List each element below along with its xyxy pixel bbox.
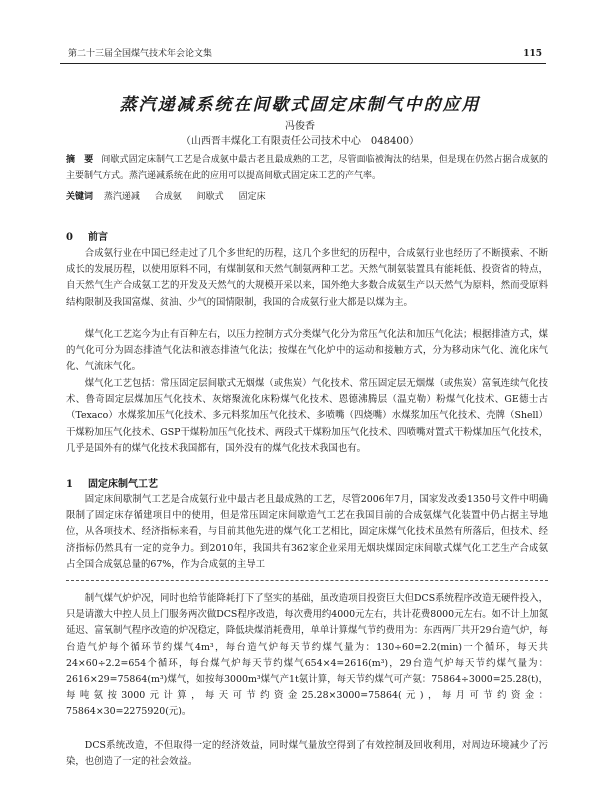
body-paragraph: 煤气化工艺迄今为止有百种左右，以压力控制方式分类煤气化分为常压气化法和加压气化法；根据排渣方式，煤的气化可分为固态排渣气化法和液态排渣气化法；按煤在气化炉中的运动和接触方式，分为移动床气化、流化床气化、气流床气化。: [66, 329, 548, 373]
keywords: [66, 189, 548, 205]
body-paragraph: 固定床间歇制气工艺是合成氨行业中最古老且最成熟的工艺，尽管2006年7月，国家发改委1350号文件中明确限制了固定床存循建项目中的使用，但是常压固定床间歇造气工艺在我国目前的合成氨煤气化装置中仍占据主导地位，从各项技术、经济指标来看，与目前其他先进的煤气化工艺相比，固定床煤气化技术虽然有所落后，但技术、经济指标仍然具有一定的竞争力。到2010年，我国共有362家企业采用无烟块煤固定床间歇式煤气化工艺生产合成氨占全国合成氨总量的67%，作为合成氨的主导工: [66, 494, 548, 570]
section-title: 前言: [88, 232, 108, 243]
keyword: 间歇式: [196, 192, 224, 202]
keyword: 合成氨: [154, 192, 182, 202]
keyword: 固定床: [238, 192, 266, 202]
abstract-label: 摘 要: [66, 155, 94, 165]
body-paragraph: 煤气化工艺包括：常压固定层间歇式无烟煤（或焦炭）气化技术、常压固定层无烟煤（或焦炭）富氧连续气化技术、鲁奇固定层煤加压气化技术、灰熔聚流化床粉煤气化技术、恩德沸腾层（温克勒）粉煤气化技术、GE德士古（Texaco）水煤浆加压气化技术、多元料浆加压气化技术、多喷嘴（四烧嘴）水煤浆加压气化技术、壳牌（Shell）干煤粉加压气化技术、GSP干煤粉加压气化技术、两段式干煤粉加压气化技术、四喷嘴对置式干粉煤加压气化技术，几乎是国外有的煤气化技术我国都有，国外没有的煤气化技术我国也有。: [66, 378, 548, 454]
section-heading-preface: [66, 228, 108, 243]
body-paragraph: 合成氨行业在中国已经走过了几个多世纪的历程，这几个多世纪的历程中，合成氨行业也经历了不断摸索、不断成长的发展历程，以使用原料不同，有煤制氨和天然气制氨两种工艺。天然气制氨装置具有能耗低、投资省的特点，自天然气生产合成氨工艺的开发及天然气的大规模开采以来，国外绝大多数合成氨生产以天然气为原料，然而受原料结构限制及我国富煤、贫油、少气的国情限制，我国的合成氨行业大都是以煤为主。: [66, 248, 548, 308]
header-rule: [60, 63, 546, 64]
page-number: 115: [523, 49, 542, 59]
page-fold-divider: [66, 580, 548, 581]
abstract-text: 间歇式固定床制气工艺是合成氨中最古老且最成熟的工艺，尽管面临被淘汰的结果，但是现在仍然占据合成氨的主要制气方式。蒸汽递减系统在此的应用可以提高间歇式固定床工艺的产气率。: [66, 155, 548, 181]
section-number: 0: [66, 232, 73, 243]
keywords-label: 关键词: [66, 192, 94, 202]
affiliation: （山西晋丰煤化工有限责任公司技术中心 048400）: [180, 136, 420, 147]
paper-title: 蒸汽递减系统在间歇式固定床制气中的应用: [119, 95, 481, 115]
keyword: 蒸汽递减: [103, 192, 140, 202]
conference-name: 第二十三届全国煤气技术年会论文集: [68, 49, 213, 59]
running-head: [68, 46, 542, 62]
author-name: 冯俊香: [285, 121, 315, 132]
section-number: 1: [66, 479, 73, 490]
body-paragraph: DCS系统改造，不但取得一定的经济效益，同时煤气量放空得到了有效控制及回收利用，对周边环境减少了污染，也创造了一定的社会效益。: [66, 740, 548, 768]
section-heading-fixed-bed: [66, 475, 158, 490]
body-paragraph: 制气煤气炉炉况，同时也给节能降耗打下了坚实的基础，虽改造项目投资巨大但DCS系统程序改造无硬件投入，只是请激大中控人员上门服务两次做DCS程序改造，每次费用约4000元左右，共计花费8000元左右。如不计上加氮延迟、富氧制气程序改造的炉况稳定，降低块煤消耗费用，单单计算煤气节约费用为：东西两厂共开29台造气炉，每台造气炉每个循环节约煤气4m³，每台造气炉每天节约煤气量为：130÷60=2.2(min)一个循环，每天共24×60÷2.2=654个循环，每台煤气炉每天节约煤气654×4=2616(m³)，29台造气炉每天节约煤气量为：2616×29=75864(m³)煤气，如按每3000m³煤气产1t氨计算，每天节约煤气可产氨：75864÷3000=25.28(t)，每吨氨按3000元计算，每天可节约资金25.28×3000=75864(元)，每月可节约资金：75864×30=2275920(元)。: [66, 593, 548, 718]
abstract: [66, 152, 548, 184]
section-title: 固定床制气工艺: [88, 479, 158, 490]
